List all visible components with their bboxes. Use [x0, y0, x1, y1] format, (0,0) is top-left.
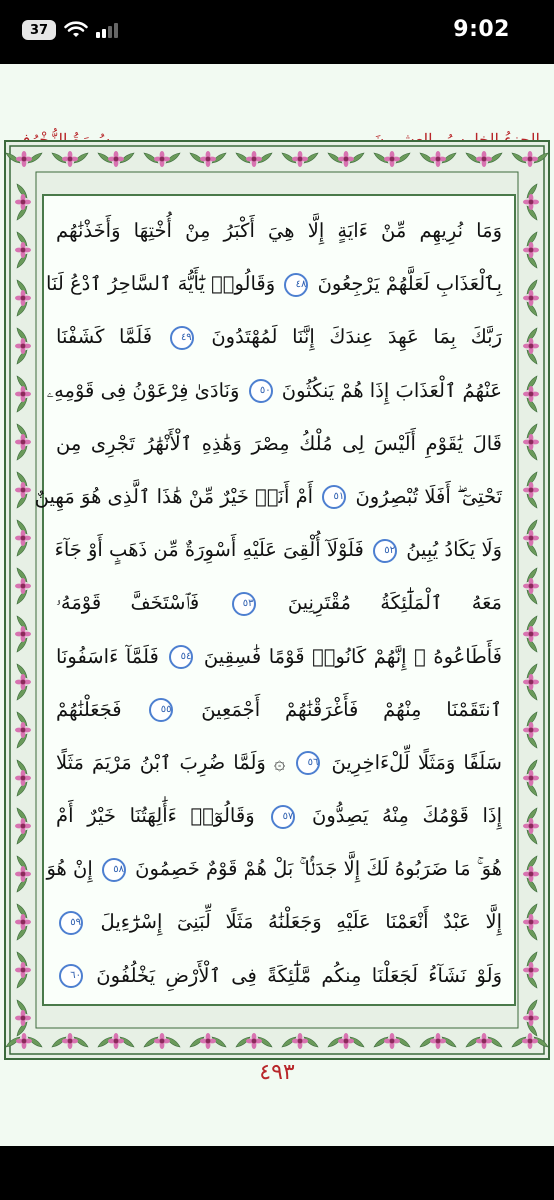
flower-ornament [523, 434, 539, 450]
ayah-number-marker: ٥٥ [149, 698, 173, 722]
flower-ornament [523, 290, 539, 306]
flower-ornament [15, 770, 31, 786]
status-left [22, 20, 118, 40]
ayah-number-marker: ٥١ [322, 485, 346, 509]
flower-ornament [108, 1033, 124, 1049]
flower-ornament [292, 1033, 308, 1049]
flower-ornament [15, 194, 31, 210]
flower-ornament [523, 578, 539, 594]
flower-ornament [200, 151, 216, 167]
flower-ornament [246, 1033, 262, 1049]
flower-ornament [15, 626, 31, 642]
flower-ornament [522, 151, 538, 167]
flower-ornament [62, 1033, 78, 1049]
flower-ornament [523, 242, 539, 258]
flower-ornament [15, 722, 31, 738]
flower-ornament [430, 151, 446, 167]
verse-line: فَأَطَاعُوهُ ۚ إِنَّهُمْ كَانُوا۟ قَوْمًا فَٰسِقِينَ ٥٤ فَلَمَّآ ءَاسَفُونَا [56, 644, 503, 668]
status-time: 9:02 [453, 17, 510, 42]
verse-line: هُوَ ۚ مَا ضَرَبُوهُ لَكَ إِلَّا جَدَلًۢا ۚ بَلْ هُمْ قَوْمٌ خَصِمُونَ ٥٨ إِنْ هُوَ [46, 857, 502, 881]
verse-line: تَحْتِىٓ ۖ أَفَلَا تُبْصِرُونَ ٥١ أَمْ أَنَا۠ خَيْرٌ مِّنْ هَٰذَا ٱلَّذِى هُوَ مَهِينٌ [34, 484, 502, 508]
flower-ornament [523, 530, 539, 546]
flower-ornament [154, 151, 170, 167]
flower-ornament [15, 338, 31, 354]
flower-ornament [523, 914, 539, 930]
flower-ornament [338, 151, 354, 167]
flower-ornament [15, 578, 31, 594]
ayah-number-marker: ٥٠ [249, 379, 273, 403]
flower-ornament [476, 1033, 492, 1049]
flower-ornament [15, 290, 31, 306]
flower-ornament [430, 1033, 446, 1049]
verse-line: وَمَا نُرِيهِم مِّنْ ءَايَةٍ إِلَّا هِيَ أَكْبَرُ مِنْ أُخْتِهَا وَأَخَذْنَٰهُم [56, 219, 502, 242]
flower-ornament [523, 674, 539, 690]
flower-ornament [523, 338, 539, 354]
flower-ornament [523, 1010, 539, 1026]
flower-ornament [15, 962, 31, 978]
ayah-number-marker: ٥٨ [102, 858, 126, 882]
flower-ornament [246, 151, 262, 167]
flower-ornament [523, 962, 539, 978]
verse-line: مَعَهُ ٱلْمَلَٰٓئِكَةُ مُقْتَرِنِينَ ٥٣ فَٱسْتَخَفَّ قَوْمَهُۥ [56, 591, 502, 615]
verse-line: وَلَوْ نَشَآءُ لَجَعَلْنَا مِنكُم مَّلَٰٓئِكَةً فِى ٱلْأَرْضِ يَخْلُفُونَ ٦٠ [56, 949, 502, 1002]
status-bar [0, 0, 554, 64]
flower-ornament [15, 482, 31, 498]
flower-ornament [15, 914, 31, 930]
flower-ornament [108, 151, 124, 167]
ayah-number-marker: ٥٢ [373, 539, 397, 563]
verse-line: إِلَّا عَبْدٌ أَنْعَمْنَا عَلَيْهِ وَجَعَلْنَٰهُ مَثَلًا لِّبَنِىٓ إِسْرَٰٓءِيلَ ٥٩ [56, 895, 502, 948]
flower-ornament [15, 242, 31, 258]
ayah-number-marker: ٥٣ [232, 592, 256, 616]
flower-ornament [523, 194, 539, 210]
flower-ornament [62, 151, 78, 167]
ayah-number-marker: ٤٨ [284, 273, 308, 297]
flower-ornament [523, 482, 539, 498]
flower-ornament [523, 866, 539, 882]
flower-ornament [523, 722, 539, 738]
flower-ornament [15, 866, 31, 882]
flower-ornament [338, 1033, 354, 1049]
flower-ornament [16, 151, 32, 167]
signal-icon [96, 22, 118, 38]
flower-ornament [292, 151, 308, 167]
battery-icon [22, 20, 56, 40]
flower-ornament [523, 386, 539, 402]
ayah-number-marker: ٥٤ [169, 645, 193, 669]
verse-line: سَلَفًا وَمَثَلًا لِّلْءَاخِرِينَ ٥٦ ۞ وَلَمَّا ضُرِبَ ٱبْنُ مَرْيَمَ مَثَلًا [56, 750, 502, 774]
verse-line: عَنْهُمُ ٱلْعَذَابَ إِذَا هُمْ يَنكُثُونَ ٥٠ وَنَادَىٰ فِرْعَوْنُ فِى قَوْمِهِۦ [46, 378, 502, 402]
flower-ornament [15, 674, 31, 690]
verse-line: ٱنتَقَمْنَا مِنْهُمْ فَأَغْرَقْنَٰهُمْ أَجْمَعِينَ ٥٥ فَجَعَلْنَٰهُمْ [56, 697, 503, 721]
flower-ornament [384, 151, 400, 167]
ayah-number-marker: ٥٦ [296, 751, 320, 775]
flower-ornament [476, 151, 492, 167]
flower-ornament [154, 1033, 170, 1049]
verse-line: وَلَا يَكَادُ يُبِينُ ٥٢ فَلَوْلَآ أُلْقِىَ عَلَيْهِ أَسْوِرَةٌ مِّن ذَهَبٍ أَوْ جَآءَ [54, 538, 502, 562]
flower-ornament [523, 626, 539, 642]
flower-ornament [523, 770, 539, 786]
flower-ornament [15, 818, 31, 834]
verse-line: إِذَا قَوْمُكَ مِنْهُ يَصِدُّونَ ٥٧ وَقَالُوٓا۟ ءَأَٰلِهَتُنَا خَيْرٌ أَمْ [56, 804, 502, 828]
flower-ornament [200, 1033, 216, 1049]
flower-ornament [384, 1033, 400, 1049]
flower-ornament [15, 386, 31, 402]
flower-ornament [15, 530, 31, 546]
bottom-bar [0, 1146, 554, 1200]
ayah-number-marker: ٥٧ [271, 805, 295, 829]
verses-text [34, 204, 503, 1002]
ayah-number-marker: ٥٩ [59, 911, 83, 935]
battery-level: 37 [29, 22, 49, 38]
ornamental-frame [4, 140, 550, 1060]
verse-line: بِٱلْعَذَابِ لَعَلَّهُمْ يَرْجِعُونَ ٤٨ وَقَالُوا۟ يَٰٓأَيُّهَ ٱلسَّاحِرُ ٱدْعُ لَنَا [46, 272, 502, 296]
page-number: ٤٩٣ [259, 1060, 295, 1085]
ayah-number-marker: ٤٩ [170, 326, 194, 350]
verses-area[interactable] [34, 194, 516, 1006]
ayah-number-marker: ٦٠ [59, 964, 83, 988]
wifi-icon [64, 21, 88, 39]
verse-line: رَبَّكَ بِمَا عَهِدَ عِندَكَ إِنَّنَا لَمُهْتَدُونَ ٤٩ فَلَمَّا كَشَفْنَا [56, 325, 502, 349]
flower-ornament [15, 434, 31, 450]
flower-ornament [523, 818, 539, 834]
verse-line: قَالَ يَٰقَوْمِ أَلَيْسَ لِى مُلْكُ مِصْرَ وَهَٰذِهِ ٱلْأَنْهَٰرُ تَجْرِى مِن [56, 431, 502, 455]
flower-ornament [15, 1010, 31, 1026]
